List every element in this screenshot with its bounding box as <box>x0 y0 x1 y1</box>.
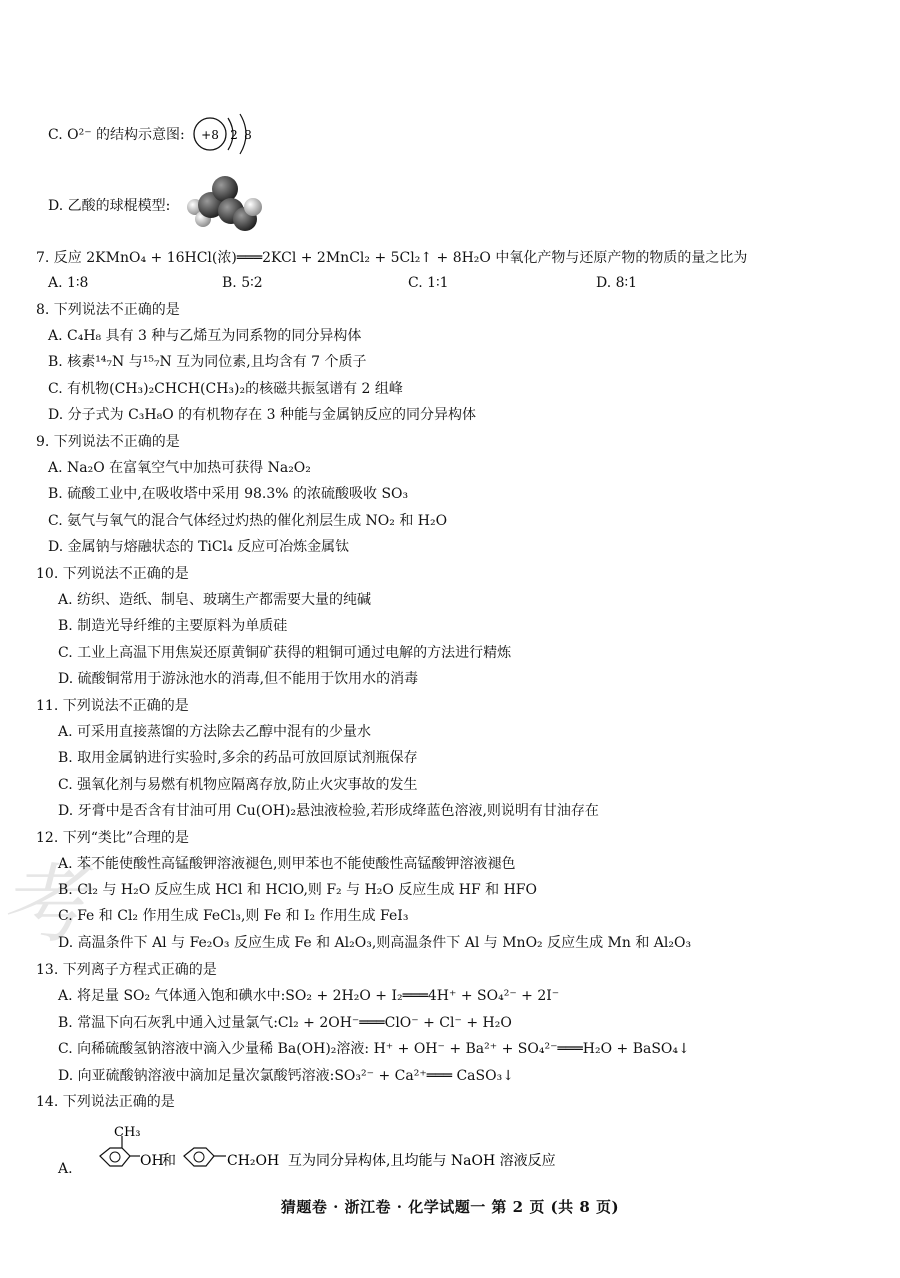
q14-structures <box>78 1120 598 1186</box>
question-9-stem: 9. 下列说法不正确的是 <box>36 434 180 450</box>
q11-option-c: C. 强氧化剂与易燃有机物应隔离存放,防止火灾事故的发生 <box>58 777 418 793</box>
q8-option-a: A. C₄H₈ 具有 3 种与乙烯互为同系物的同分异构体 <box>48 328 362 344</box>
oh-group-label: OH <box>140 1153 164 1169</box>
oxide-ion-structure-diagram <box>190 112 270 164</box>
oxygen-atom <box>212 176 238 202</box>
q10-option-b: B. 制造光导纤维的主要原料为单质硅 <box>58 618 288 634</box>
q12-option-a: A. 苯不能使酸性高锰酸钾溶液褪色,则甲苯也不能使酸性高锰酸钾溶液褪色 <box>58 856 516 872</box>
o-cresol-structure <box>100 1136 140 1166</box>
q9-option-b: B. 硫酸工业中,在吸收塔中采用 98.3% 的浓硫酸吸收 SO₃ <box>48 486 409 502</box>
q8-option-b: B. 核素¹⁴₇N 与¹⁵₇N 互为同位素,且均含有 7 个质子 <box>48 354 367 370</box>
ch2oh-group-label: CH₂OH <box>227 1153 280 1169</box>
q10-option-d: D. 硫酸铜常用于游泳池水的消毒,但不能用于饮用水的消毒 <box>58 671 419 687</box>
question-14-stem: 14. 下列说法正确的是 <box>36 1094 175 1110</box>
question-10-stem: 10. 下列说法不正确的是 <box>36 566 189 582</box>
q7-option-a: A. 1∶8 <box>48 275 89 291</box>
q9-option-d: D. 金属钠与熔融状态的 TiCl₄ 反应可冶炼金属钛 <box>48 539 350 555</box>
q12-option-b: B. Cl₂ 与 H₂O 反应生成 HCl 和 HClO,则 F₂ 与 H₂O 反应生成 HF 和 HFO <box>58 882 537 898</box>
q11-option-a: A. 可采用直接蒸馏的方法除去乙醇中混有的少量水 <box>58 724 372 740</box>
q10-option-c: C. 工业上高温下用焦炭还原黄铜矿获得的粗铜可通过电解的方法进行精炼 <box>58 645 512 661</box>
q7-option-d: D. 8∶1 <box>596 275 638 291</box>
q7-option-b: B. 5∶2 <box>222 275 263 291</box>
shell-1-electrons: 2 <box>230 128 238 142</box>
q14-option-a-tail: 互为同分异构体,且均能与 NaOH 溶液反应 <box>288 1153 556 1169</box>
question-8-stem: 8. 下列说法不正确的是 <box>36 302 180 318</box>
ch3-group-label: CH₃ <box>114 1125 141 1140</box>
q13-option-c: C. 向稀硫酸氢钠溶液中滴入少量稀 Ba(OH)₂溶液: H⁺ + OH⁻ + Ba²⁺ + SO₄²⁻═══H₂O + BaSO₄↓ <box>58 1041 690 1057</box>
q11-option-d: D. 牙膏中是否含有甘油可用 Cu(OH)₂悬浊液检验,若形成绛蓝色溶液,则说明有甘油存在 <box>58 803 599 819</box>
q7-option-c: C. 1∶1 <box>408 275 449 291</box>
question-12-stem: 12. 下列“类比”合理的是 <box>36 830 190 846</box>
question-11-stem: 11. 下列说法不正确的是 <box>36 698 189 714</box>
q8-option-d: D. 分子式为 C₃H₈O 的有机物存在 3 种能与金属钠反应的同分异构体 <box>48 407 476 423</box>
q6-option-c: C. O²⁻ 的结构示意图: <box>48 127 185 143</box>
q13-option-d: D. 向亚硫酸钠溶液中滴加足量次氯酸钙溶液:SO₃²⁻ + Ca²⁺═══ CaSO₃↓ <box>58 1068 514 1084</box>
question-13-stem: 13. 下列离子方程式正确的是 <box>36 962 217 978</box>
acetic-acid-ball-stick-model <box>183 175 265 235</box>
hydrogen-atom <box>244 198 262 216</box>
q12-option-d: D. 高温条件下 Al 与 Fe₂O₃ 反应生成 Fe 和 Al₂O₃,则高温条件下 Al 与 MnO₂ 反应生成 Mn 和 Al₂O₃ <box>58 935 692 951</box>
q10-option-a: A. 纺织、造纸、制皂、玻璃生产都需要大量的纯碱 <box>58 592 372 608</box>
q13-option-b: B. 常温下向石灰乳中通入过量氯气:Cl₂ + 2OH⁻═══ClO⁻ + Cl⁻ + H₂O <box>58 1015 512 1031</box>
and-word: 和 <box>162 1153 176 1169</box>
q6-option-d: D. 乙酸的球棍模型: <box>48 198 171 214</box>
benzyl-alcohol-structure <box>184 1148 226 1166</box>
q9-option-c: C. 氨气与氧气的混合气体经过灼热的催化剂层生成 NO₂ 和 H₂O <box>48 513 448 529</box>
question-7-stem: 7. 反应 2KMnO₄ + 16HCl(浓)═══2KCl + 2MnCl₂ + 5Cl₂↑ + 8H₂O 中氧化产物与还原产物的物质的量之比为 <box>36 250 748 266</box>
q8-option-c: C. 有机物(CH₃)₂CHCH(CH₃)₂的核磁共振氢谱有 2 组峰 <box>48 381 403 397</box>
q14-option-a-label: A. <box>58 1161 73 1177</box>
page-footer: 猜题卷 · 浙江卷 · 化学试题一 第 2 页 (共 8 页) <box>280 1198 620 1216</box>
q12-option-c: C. Fe 和 Cl₂ 作用生成 FeCl₃,则 Fe 和 I₂ 作用生成 FeI₃ <box>58 908 409 924</box>
q11-option-b: B. 取用金属钠进行实验时,多余的药品可放回原试剂瓶保存 <box>58 750 418 766</box>
q13-option-a: A. 将足量 SO₂ 气体通入饱和碘水中:SO₂ + 2H₂O + I₂═══4H⁺ + SO₄²⁻ + 2I⁻ <box>58 988 560 1004</box>
shell-2-electrons: 8 <box>244 128 252 142</box>
nucleus-charge: +8 <box>201 128 219 142</box>
watermark: 考 <box>0 855 86 955</box>
q9-option-a: A. Na₂O 在富氧空气中加热可获得 Na₂O₂ <box>48 460 311 476</box>
